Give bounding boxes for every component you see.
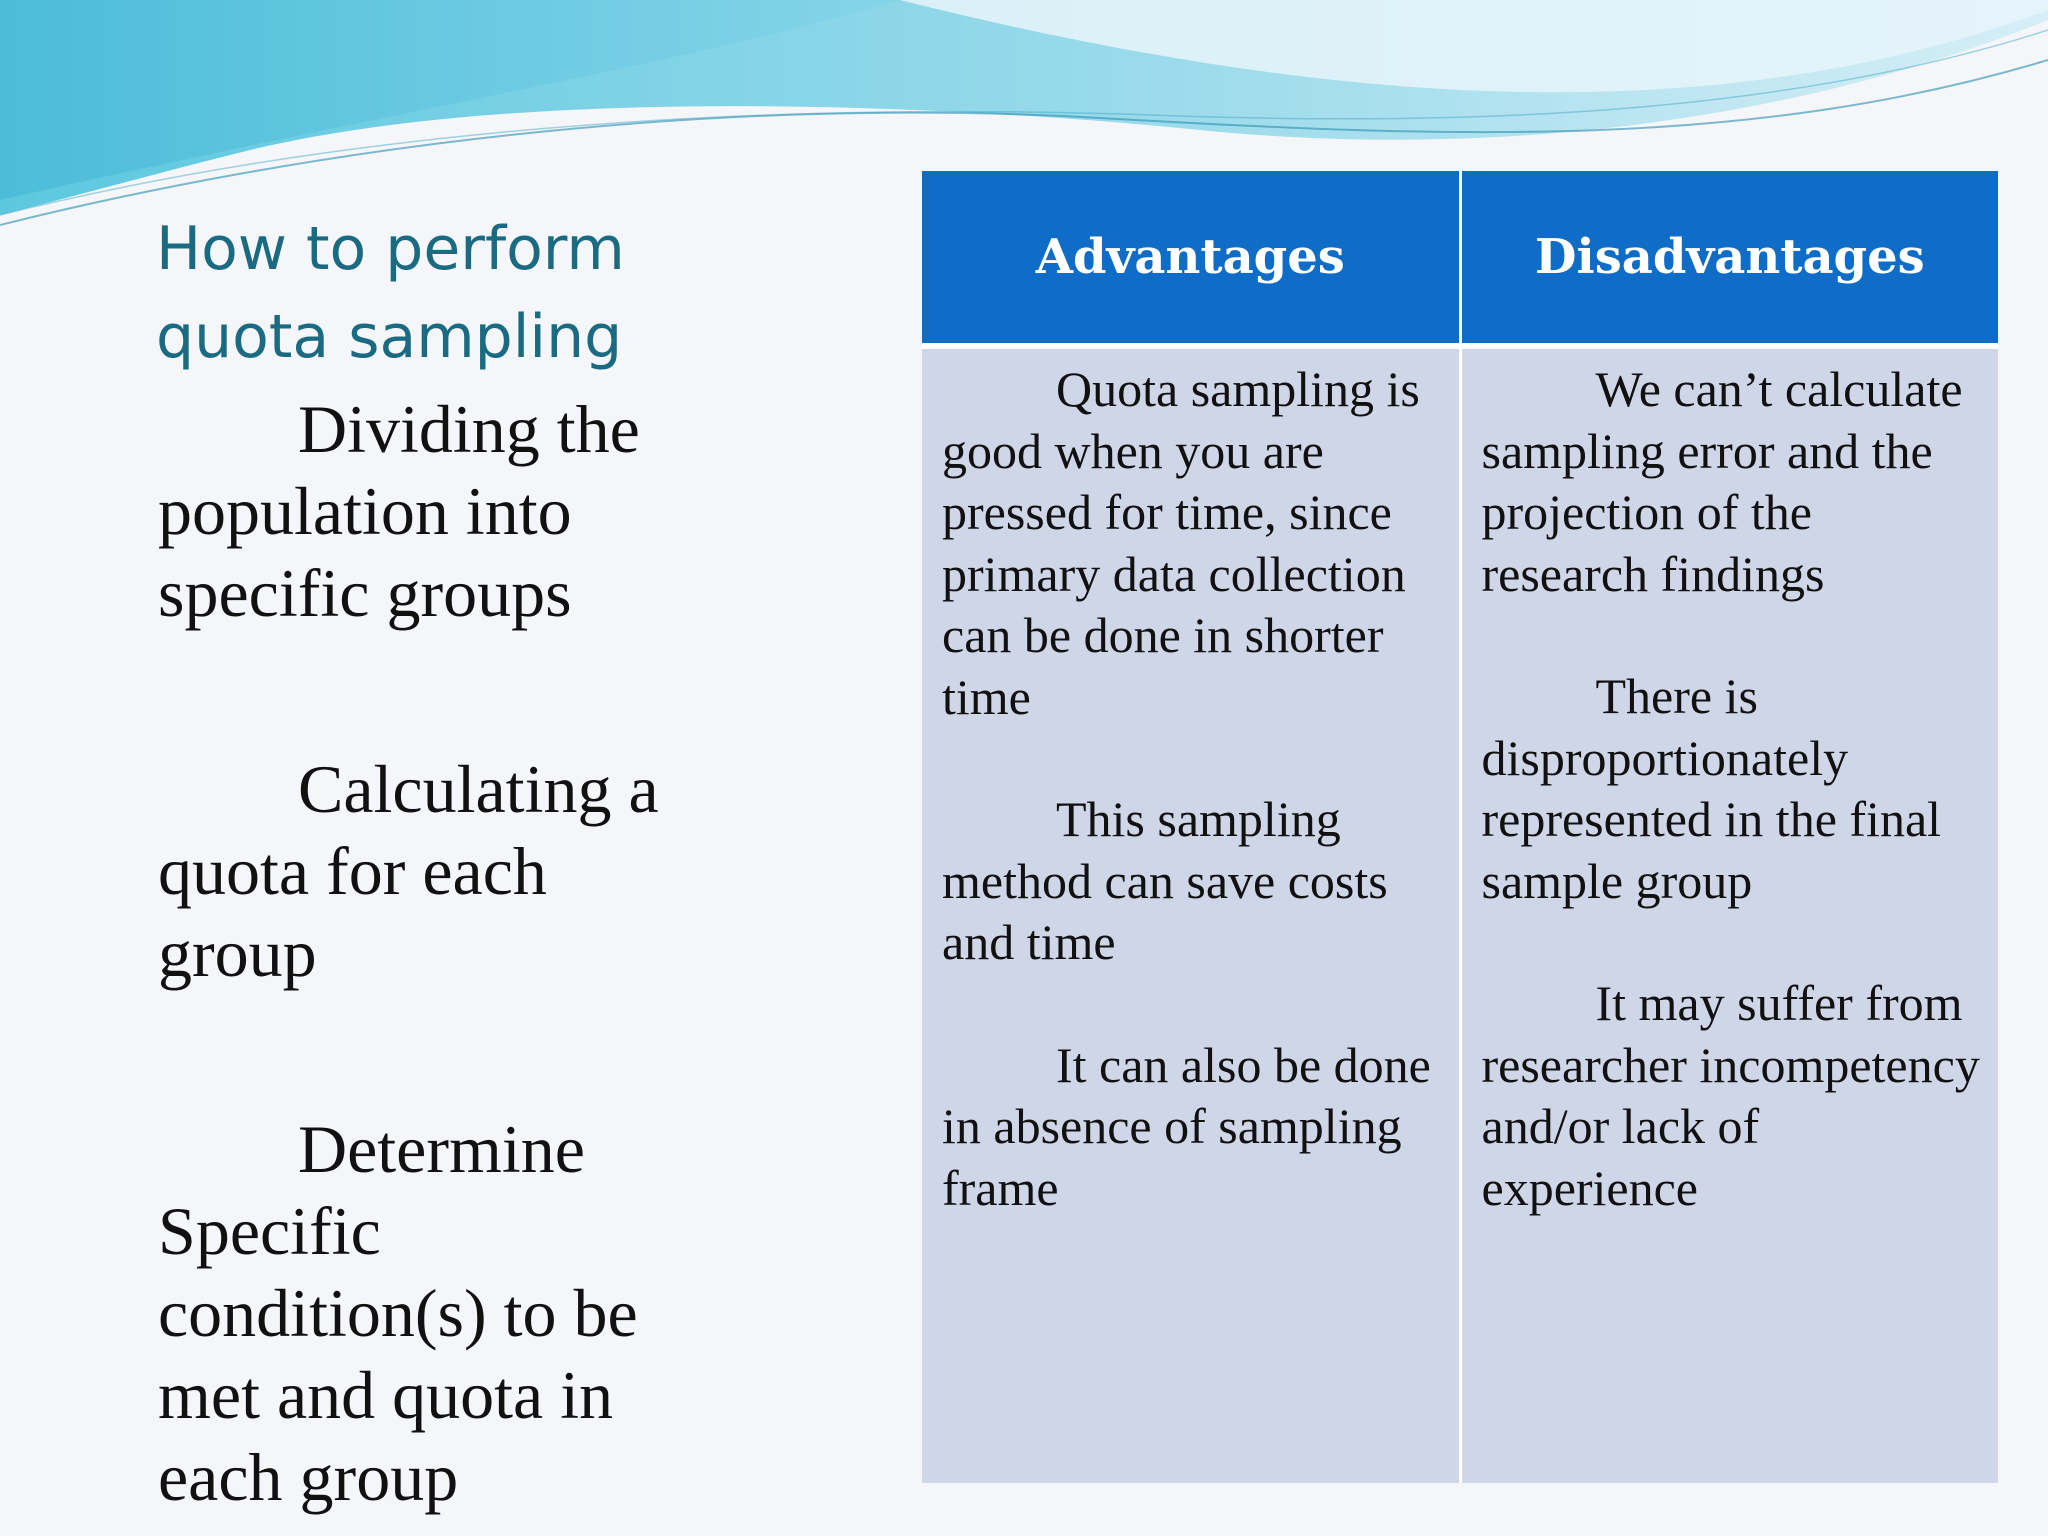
steps-list [158,388,718,1518]
disadvantages-cell [1460,346,1998,1483]
step-item: Dividing the population into specific groups [158,391,640,631]
table-row [922,346,1998,1483]
advantage-item: Quota sampling is good when you are pressed for time, since primary data collection can be done in shorter time [942,361,1420,725]
disadvantage-item: There is disproportionately represented in the final sample group [1481,668,1942,909]
disadvantage-item: We can’t calculate sampling error and the projection of the research findings [1481,361,1963,602]
disadvantage-item: It may suffer from researcher incompetency and/or lack of experience [1481,975,1980,1216]
header-disadvantages: Disadvantages [1460,171,1998,346]
slide-title: How to perform quota sampling [156,214,625,372]
advantages-cell [922,346,1460,1483]
advantage-item: This sampling method can save costs and time [942,791,1388,970]
step-item: Calculating a quota for each group [158,751,659,991]
advantage-item: It can also be done in absence of sampling frame [942,1036,1431,1216]
header-advantages: Advantages [922,171,1460,346]
step-item: Determine Specific condition(s) to be met and quota in each group [158,1111,638,1515]
pros-cons-table [922,171,1998,1483]
table-header-row [922,171,1998,346]
